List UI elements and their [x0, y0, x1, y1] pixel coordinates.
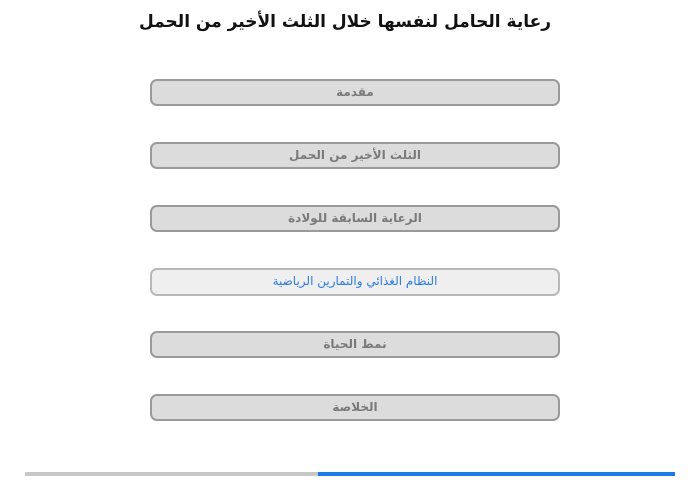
progress-bar	[25, 472, 675, 476]
menu-item-lifestyle[interactable]: نمط الحياة	[150, 331, 560, 358]
page-title: رعاية الحامل لنفسها خلال الثلث الأخير من الحمل	[138, 12, 552, 32]
progress-bar-fill	[318, 472, 676, 476]
menu-item-diet-exercise[interactable]: النظام الغذائي والتمارين الرياضية	[150, 268, 560, 296]
chapter-menu	[150, 79, 560, 457]
menu-item-introduction[interactable]: مقدمة	[150, 79, 560, 106]
menu-item-third-trimester[interactable]: الثلث الأخير من الحمل	[150, 142, 560, 169]
menu-item-prenatal-care[interactable]: الرعاية السابقة للولادة	[150, 205, 560, 232]
menu-item-summary[interactable]: الخلاصة	[150, 394, 560, 421]
